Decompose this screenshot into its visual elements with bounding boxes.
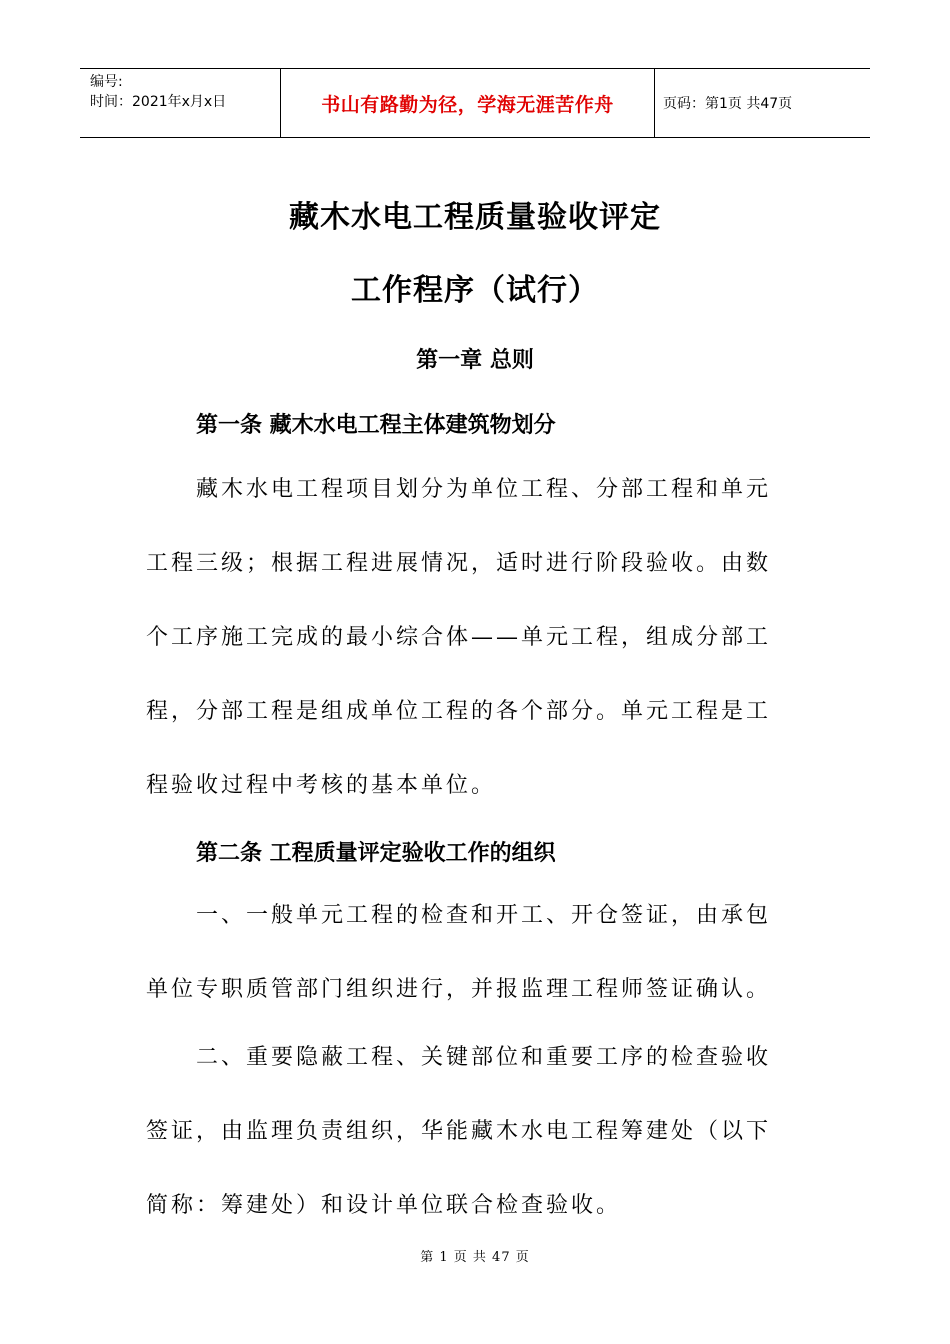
paragraph-line: 工程三级；根据工程进展情况，适时进行阶段验收。由数	[146, 551, 772, 576]
document-title-line2: 工作程序（试行）	[351, 273, 599, 308]
paragraph-line: 二、重要隐蔽工程、关键部位和重要工序的检查验收	[196, 1045, 772, 1070]
time-label: 时间：2021年x月x日	[90, 94, 227, 110]
paragraph-line: 藏木水电工程项目划分为单位工程、分部工程和单元	[196, 477, 772, 502]
article2-title: 第二条 工程质量评定验收工作的组织	[196, 841, 556, 866]
document-title-line1: 藏木水电工程质量验收评定	[289, 200, 661, 235]
header-meta-cell	[80, 69, 281, 137]
page-footer: 第 1 页 共 47 页	[420, 1250, 530, 1265]
article2-item2	[146, 1038, 806, 1260]
article1-paragraph	[146, 470, 806, 840]
article1-title: 第一条 藏木水电工程主体建筑物划分	[196, 413, 556, 438]
header-page-cell	[655, 69, 870, 137]
header-table	[80, 68, 870, 138]
chapter-title: 第一章 总则	[416, 348, 534, 373]
paragraph-line: 单位专职质管部门组织进行，并报监理工程师签证确认。	[146, 977, 772, 1002]
paragraph-line: 签证，由监理负责组织，华能藏木水电工程筹建处（以下	[146, 1119, 772, 1144]
motto-text: 书山有路勤为径，学海无涯苦作舟	[321, 93, 614, 116]
paragraph-line: 程验收过程中考核的基本单位。	[146, 773, 497, 798]
page-info: 页码：第1页 共47页	[663, 96, 793, 112]
paragraph-line: 简称：筹建处）和设计单位联合检查验收。	[146, 1193, 622, 1218]
paragraph-line: 一、一般单元工程的检查和开工、开仓签证，由承包	[196, 903, 772, 928]
header-motto-cell	[281, 69, 655, 137]
paragraph-line: 程，分部工程是组成单位工程的各个部分。单元工程是工	[146, 699, 772, 724]
paragraph-line: 个工序施工完成的最小综合体——单元工程，组成分部工	[146, 625, 772, 650]
number-label: 编号:	[90, 74, 123, 90]
article2-item1	[146, 896, 806, 1044]
